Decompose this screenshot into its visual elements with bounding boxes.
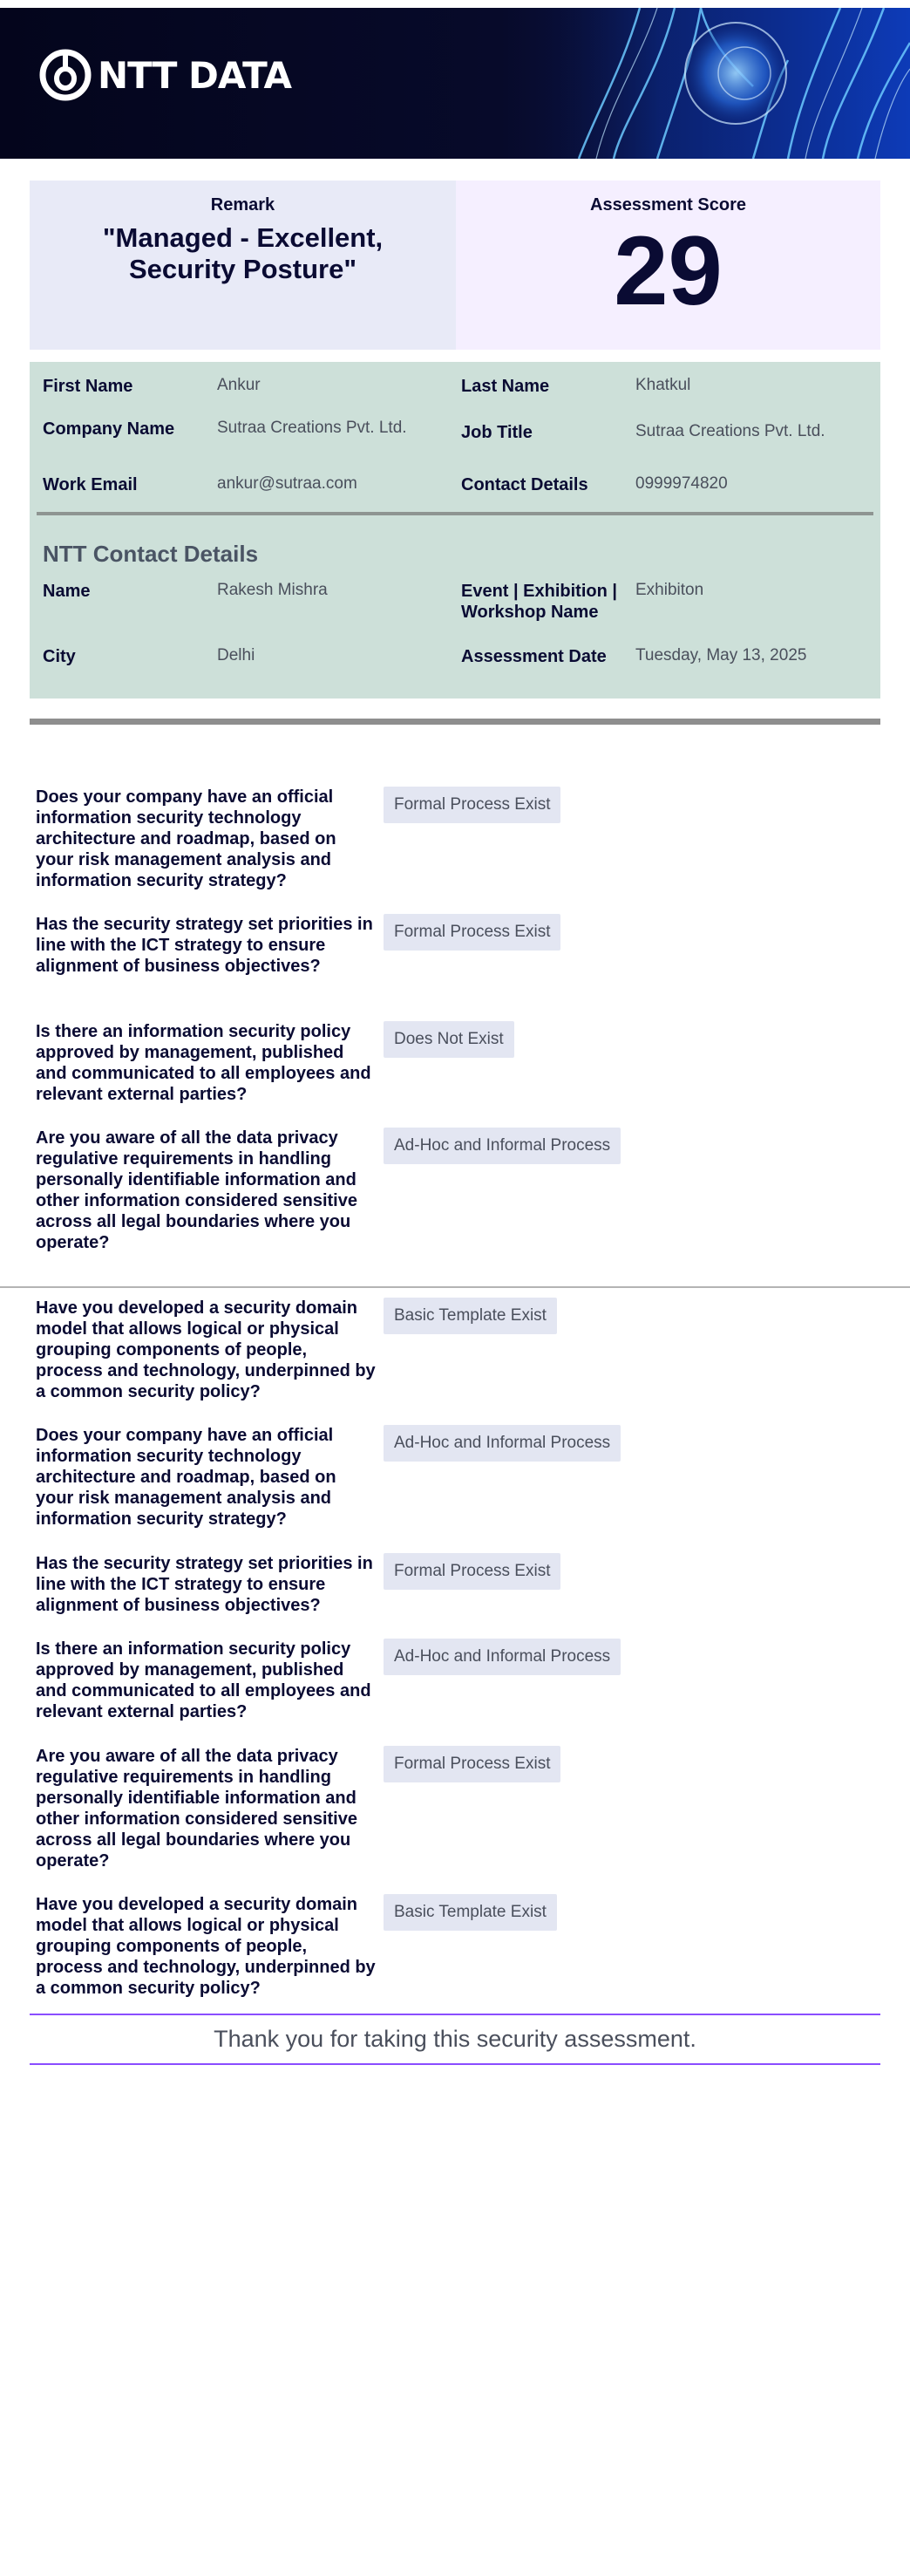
ntt-contact-heading: NTT Contact Details	[43, 541, 259, 567]
question-5: Have you developed a security domain model that allows logical or physical grouping components of people, process and technology, underpinned by a common security policy?	[36, 1298, 376, 1401]
ntt-name-label: Name	[43, 582, 91, 601]
page-break-line	[0, 1286, 910, 1288]
remark-panel	[30, 181, 456, 350]
answer-10: Basic Template Exist	[384, 1894, 557, 1931]
event-name-value: Exhibiton	[635, 581, 704, 599]
question-2: Has the security strategy set priorities in line with the ICT strategy to ensure alignment of business objectives?	[36, 915, 373, 976]
answer-1: Formal Process Exist	[384, 787, 560, 823]
contact-details-label: Contact Details	[461, 475, 588, 494]
last-name-label: Last Name	[461, 377, 550, 396]
assessment-summary	[30, 181, 880, 350]
brand-name: NTT DATA	[98, 53, 292, 97]
ntt-name-value: Rakesh Mishra	[217, 581, 328, 599]
brand-logo	[38, 48, 291, 102]
work-email-value: ankur@sutraa.com	[217, 474, 357, 493]
assessment-date-label: Assessment Date	[461, 647, 607, 666]
city-value: Delhi	[217, 646, 255, 664]
remark-label: Remark	[210, 195, 275, 215]
ntt-data-logo-icon	[38, 48, 92, 102]
thanks-bottom-rule	[30, 2063, 880, 2065]
score-value: 29	[614, 216, 723, 325]
work-email-label: Work Email	[43, 475, 138, 494]
details-divider	[37, 512, 873, 515]
question-7: Has the security strategy set priorities in line with the ICT strategy to ensure alignment of business objectives?	[36, 1554, 373, 1615]
answer-6: Ad-Hoc and Informal Process	[384, 1425, 621, 1462]
contact-details-panel	[30, 362, 880, 699]
section-divider	[30, 719, 880, 725]
thank-you-message: Thank you for taking this security assessment.	[214, 2026, 696, 2052]
last-name-value: Khatkul	[635, 376, 691, 394]
answer-5: Basic Template Exist	[384, 1298, 557, 1334]
question-4: Are you aware of all the data privacy regulative requirements in handling personally identifiable information and other information considered sensitive across all legal boundaries where you operate?	[36, 1128, 357, 1252]
answer-8: Ad-Hoc and Informal Process	[384, 1639, 621, 1675]
answer-7: Formal Process Exist	[384, 1553, 560, 1590]
question-1: Does your company have an official information security technology architecture and roadmap, based on your risk management analysis and information security strategy?	[36, 787, 336, 890]
answer-3: Does Not Exist	[384, 1021, 514, 1058]
hero-fiber-image	[526, 8, 910, 159]
remark-value: "Managed - Excellent, Security Posture"	[102, 222, 384, 284]
header-banner	[0, 8, 910, 159]
first-name-label: First Name	[43, 377, 133, 396]
company-name-value: Sutraa Creations Pvt. Ltd.	[217, 419, 407, 437]
first-name-value: Ankur	[217, 376, 261, 394]
score-label: Assessment Score	[590, 195, 746, 215]
event-name-label: Event | Exhibition | Workshop Name	[461, 582, 617, 622]
company-name-label: Company Name	[43, 419, 175, 439]
answer-4: Ad-Hoc and Informal Process	[384, 1128, 621, 1164]
question-3: Is there an information security policy approved by management, published and communicated to all employees and relevant external parties?	[36, 1022, 371, 1104]
question-6: Does your company have an official information security technology architecture and roadmap, based on your risk management analysis and information security strategy?	[36, 1426, 336, 1529]
answer-9: Formal Process Exist	[384, 1746, 560, 1782]
job-title-label: Job Title	[461, 423, 533, 442]
question-9: Are you aware of all the data privacy regulative requirements in handling personally identifiable information and other information considered sensitive across all legal boundaries where you operate?	[36, 1747, 357, 1871]
answer-2: Formal Process Exist	[384, 914, 560, 951]
contact-details-value: 0999974820	[635, 474, 728, 493]
question-10: Have you developed a security domain model that allows logical or physical grouping components of people, process and technology, underpinned by a common security policy?	[36, 1895, 376, 1998]
job-title-value: Sutraa Creations Pvt. Ltd.	[635, 422, 825, 440]
score-panel	[456, 181, 880, 350]
city-label: City	[43, 647, 76, 666]
question-8: Is there an information security policy approved by management, published and communicated to all employees and relevant external parties?	[36, 1639, 371, 1721]
assessment-date-value: Tuesday, May 13, 2025	[635, 646, 807, 664]
